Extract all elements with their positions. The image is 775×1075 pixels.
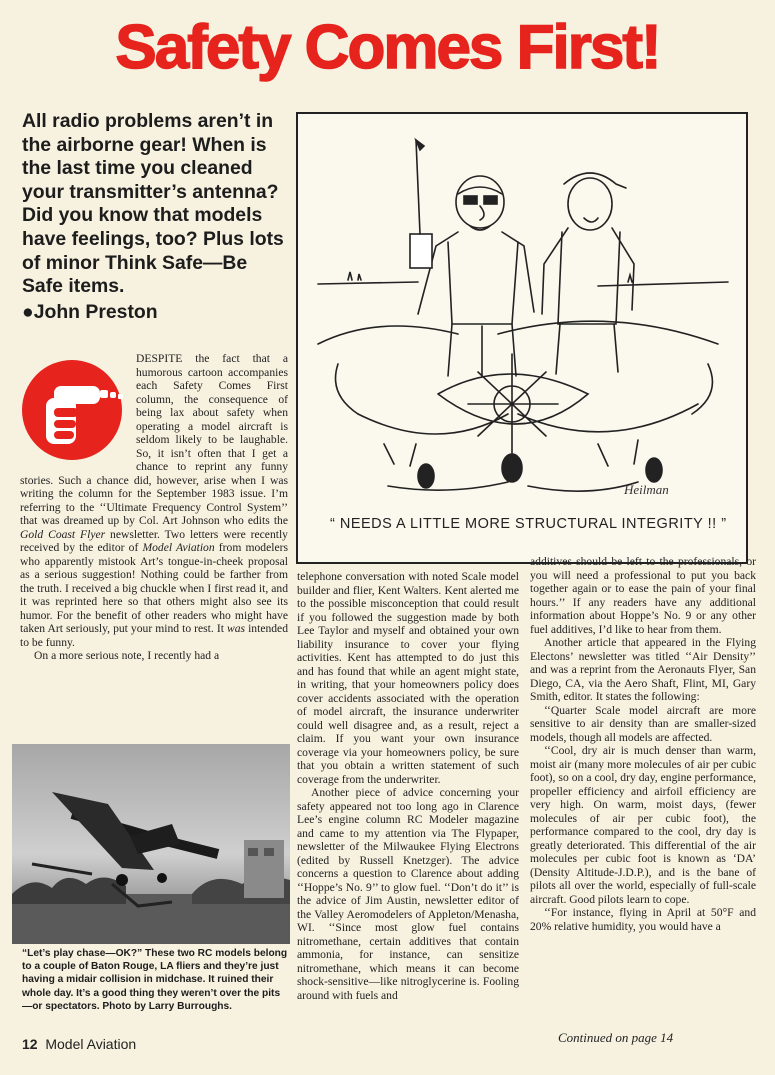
col3-para-3: ‘‘Quarter Scale model aircraft are more sensitive to air density than are smaller-sized models, though all models are affected.	[530, 703, 756, 744]
drop-lead: DESPITE	[136, 352, 183, 365]
author-byline: ●John Preston	[22, 300, 158, 323]
continued-note: Continued on page 14	[558, 1030, 674, 1045]
cartoon-drawing	[298, 114, 746, 562]
cartoonist-signature: Heilman	[624, 482, 669, 497]
col2-para-2: Another piece of advice concerning your safety appeared not too long ago in Clarence Lee’s engine column RC Modeler magazine and came to my attention via The Flypaper, newsletter of the Milwaukee Flying Electrons (edited by Russell Knetzger). The advice concerns a question to Clarence about adding ‘‘Hoppe’s No. 9’’ to glow fuel. ‘‘Don’t do it’’ is the advice of Jim Austin, newsletter editor of the Valley Aeromodelers of Appleton/Menasha, WI. ‘‘Since most glow fuel contains nitromethane, certain additives that contain ammonia, for instance, can sensitize nitromethane, which means it can become shock-sensitive—like nitroglycerine is. Fooling around with fuels and	[297, 786, 519, 1002]
pointing-hand-logo	[20, 352, 128, 468]
col2-para-1: telephone conversation with noted Scale model builder and flier, Kent Walters. Kent alerted me to the possible misconception that could result if you followed the suggestion made by both Lee Taylor and myself and obtained your own liability insurance to cover your flying activities. Kent has attempted to do just this and has found that while an agent might state, in writing, that your homeowners policy does cover accidents associated with the operation of model aircraft, the insurance underwriter could well disagree and, as a result, reject a claim. If you want your own insurance coverage via your homeowners policy, be sure that you obtain a written statement of such coverage from the underwriter.	[297, 570, 519, 786]
photo-caption: “Let’s play chase—OK?” These two RC models belong to a couple of Baton Rouge, LA fliers and they’re just having a midair collision in midchase. It ruined their whole day. It’s a good thing they weren’t over the pits—or spectators. Photo by Larry Burroughs.	[22, 948, 288, 1012]
cartoon-caption: “ NEEDS A LITTLE MORE STRUCTURAL INTEGRITY !! ”	[330, 516, 727, 532]
col1-para-1c: from modelers who apparently mistook Art’s tongue-in-cheek proposal as a serious suggestion! Nothing could be farther from the truth. I received a big chuckle when I first read it, and it was reprinted here so that others might also see its humor. For the benefit of other readers who might have taken Art seriously, put your mind to rest. It	[20, 541, 288, 636]
col3-para-5: ‘‘For instance, flying in April at 50°F and 20% relative humidity, you would have a	[530, 906, 756, 933]
midair-collision-photo	[12, 744, 290, 944]
col1-para-1a: the fact that a humorous cartoon accompanies each Safety Comes First column, the consequence of being lax about safety when operating a model aircraft is seldom likely to be laughable. So, it isn’t often that I get a chance to reprint any funny stories. Such a chance did, however, arise when I was writing the column for the September 1983 issue. I’m referring to the ‘‘Ultimate Frequency Control System’’ that was dreamed up by Col. Art Johnson who edits the	[20, 352, 288, 528]
article-column-2	[297, 570, 519, 1003]
col3-para-2: Another article that appeared in the Flying Electons’ newsletter was titled ‘‘Air Density’’ and was a reprint from the Aeronauts Flyer, San Diego, CA, via the Aero Shaft, Flint, MI, Gary Smith, editor. It states the following:	[530, 636, 756, 704]
page-number: 12	[22, 1036, 38, 1052]
article-column-3	[530, 555, 756, 933]
col3-para-4: ‘‘Cool, dry air is much denser than warm, moist air (many more molecules of air per cubic foot), so on a cool, dry day, engine performance, propeller efficiency and airfoil efficiency are very high. On warm, moist days, (fewer molecules of air per cubic foot), the performance compared to the cool, dry day is greatly deteriorated. This differential of the air molecules per cubic foot is known as ‘DA’ (Density Altitude-J.D.P.), and is the bane of pilots all over the world, especially of full-scale aircraft. Good pilots learn to cope.	[530, 744, 756, 906]
photo-image	[12, 744, 290, 944]
deck-text: All radio problems aren’t in the airborne gear! When is the last time you cleaned your transmitter’s antenna? Did you know that models have feelings, too? Plus lots of minor Think Safe—Be Safe items.	[22, 110, 284, 298]
emphasis-was: was	[226, 622, 246, 636]
col1-para-1b: newsletter. Two letters were recently received by the editor of	[20, 527, 288, 555]
pub-model-aviation: Model Aviation	[142, 541, 215, 555]
col1-para-2: On a more serious note, I recently had a	[34, 649, 220, 663]
pointing-hand-icon	[20, 352, 128, 464]
headline: Safety Comes First!	[115, 13, 660, 82]
cartoon-illustration	[296, 112, 748, 564]
col1-para-1d: intended to be funny.	[20, 622, 288, 649]
pub-gold-coast-flyer: Gold Coast Flyer	[20, 527, 106, 541]
page-footer	[22, 1036, 136, 1052]
deck	[22, 110, 290, 324]
article-column-1	[20, 352, 288, 663]
magazine-name: Model Aviation	[45, 1036, 137, 1052]
col3-para-1: additives should be left to the professionals, or you will need a professional to put you back together again or to ease the pain of your final hours.’’ If any readers have any additional information about Hoppe’s No. 9 or any other fuel additives, I’d like to hear from them.	[530, 555, 756, 636]
